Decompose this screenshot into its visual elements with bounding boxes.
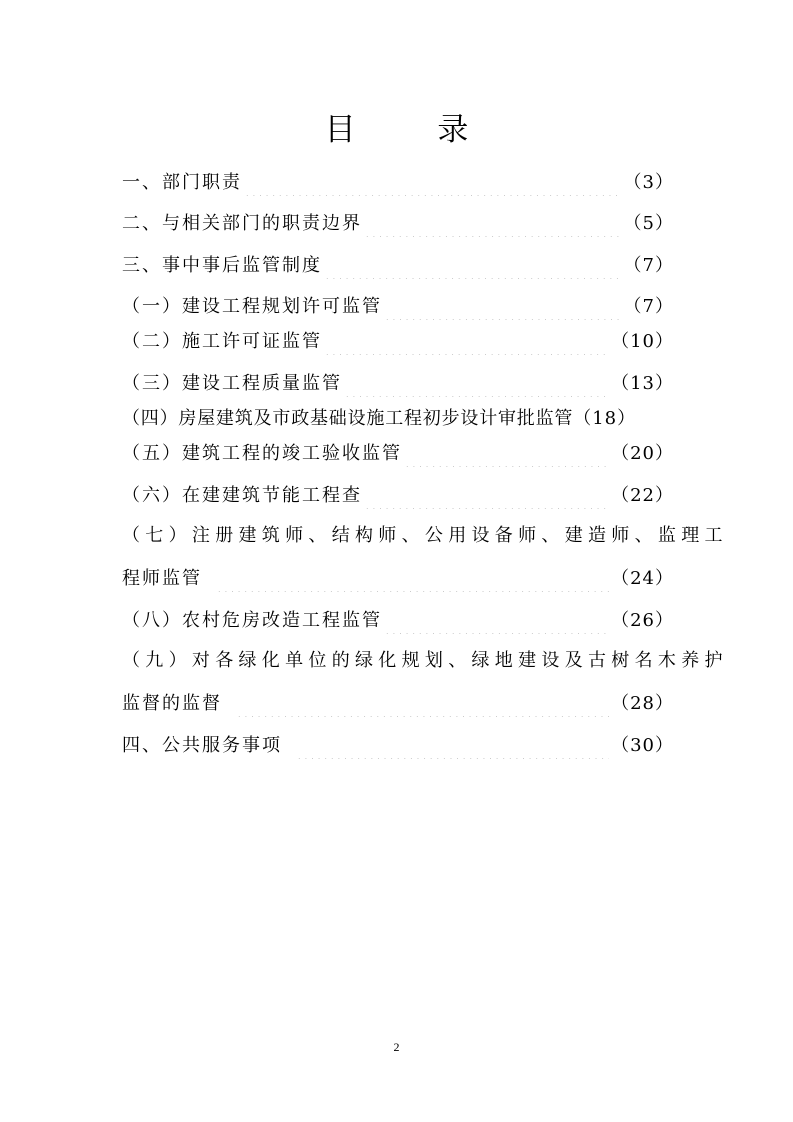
dot-leader — [384, 290, 622, 320]
toc-entry[interactable] — [122, 325, 674, 355]
dot-leader — [324, 249, 622, 279]
toc-entry[interactable] — [122, 290, 674, 320]
toc-entry[interactable] — [122, 367, 674, 397]
toc-entry[interactable] — [122, 729, 674, 759]
toc-entry-page: （28） — [611, 693, 674, 714]
dot-leader — [236, 687, 609, 717]
dot-leader — [296, 729, 609, 759]
toc-entry[interactable] — [122, 687, 674, 717]
toc-entry[interactable] — [122, 562, 674, 592]
toc-entry-label: （一）建设工程规划许可监管 — [122, 296, 382, 317]
toc-entry[interactable] — [122, 604, 674, 634]
page-number: 2 — [393, 1040, 400, 1054]
dot-leader — [216, 562, 609, 592]
toc-entry-label: （二）施工许可证监管 — [122, 331, 322, 352]
toc-entry-label: （三）建设工程质量监管 — [122, 373, 342, 394]
toc-entry-label: （八）农村危房改造工程监管 — [122, 610, 382, 631]
toc-entry-page: （13） — [611, 373, 674, 394]
toc-entry-label: 二、与相关部门的职责边界 — [122, 213, 362, 234]
toc-entry-label: 四、公共服务事项 — [122, 735, 282, 756]
toc-entry-label: 三、事中事后监管制度 — [122, 255, 322, 276]
toc-entry-page: （24） — [611, 568, 674, 589]
dot-leader — [364, 479, 609, 509]
toc-entry[interactable] — [122, 479, 674, 509]
toc-entry[interactable] — [122, 166, 674, 196]
dot-leader — [344, 367, 609, 397]
dot-leader — [404, 437, 609, 467]
toc-entry-label: （六）在建建筑节能工程查 — [122, 485, 362, 506]
toc-entry-page: （3） — [623, 172, 674, 193]
dot-leader — [364, 207, 622, 237]
toc-title: 目 录 — [324, 112, 505, 148]
dot-leader — [244, 166, 622, 196]
toc-entry-label: （五）建筑工程的竣工验收监管 — [122, 443, 402, 464]
toc-entry-page: （30） — [611, 735, 674, 756]
toc-entry[interactable] — [122, 437, 674, 467]
toc-entry-label-line1[interactable]: （七）注册建筑师、结构师、公用设备师、建造师、监理工 — [122, 525, 728, 546]
toc-entry-page: （10） — [611, 331, 674, 352]
toc-entry[interactable] — [122, 402, 674, 432]
toc-entry-label: （四）房屋建筑及市政基础设施工程初步设计审批监管 — [122, 408, 574, 429]
toc-entry-label: 监督的监督 — [122, 693, 222, 714]
toc-entry-page: （7） — [623, 255, 674, 276]
toc-entry-page: （22） — [611, 485, 674, 506]
toc-entry-label-line1[interactable]: （九）对各绿化单位的绿化规划、绿地建设及古树名木养护 — [122, 650, 728, 671]
toc-entry-page: （7） — [623, 296, 674, 317]
dot-leader — [324, 325, 609, 355]
toc-entry-page: （26） — [611, 610, 674, 631]
toc-entry-label: 程师监管 — [122, 568, 202, 589]
toc-entry[interactable] — [122, 207, 674, 237]
toc-entry-page: （5） — [623, 213, 674, 234]
dot-leader — [384, 604, 609, 634]
toc-entry[interactable] — [122, 249, 674, 279]
toc-entry-label: 一、部门职责 — [122, 172, 242, 193]
toc-entry-page: （20） — [611, 443, 674, 464]
toc-entry-page: （18） — [573, 408, 637, 429]
